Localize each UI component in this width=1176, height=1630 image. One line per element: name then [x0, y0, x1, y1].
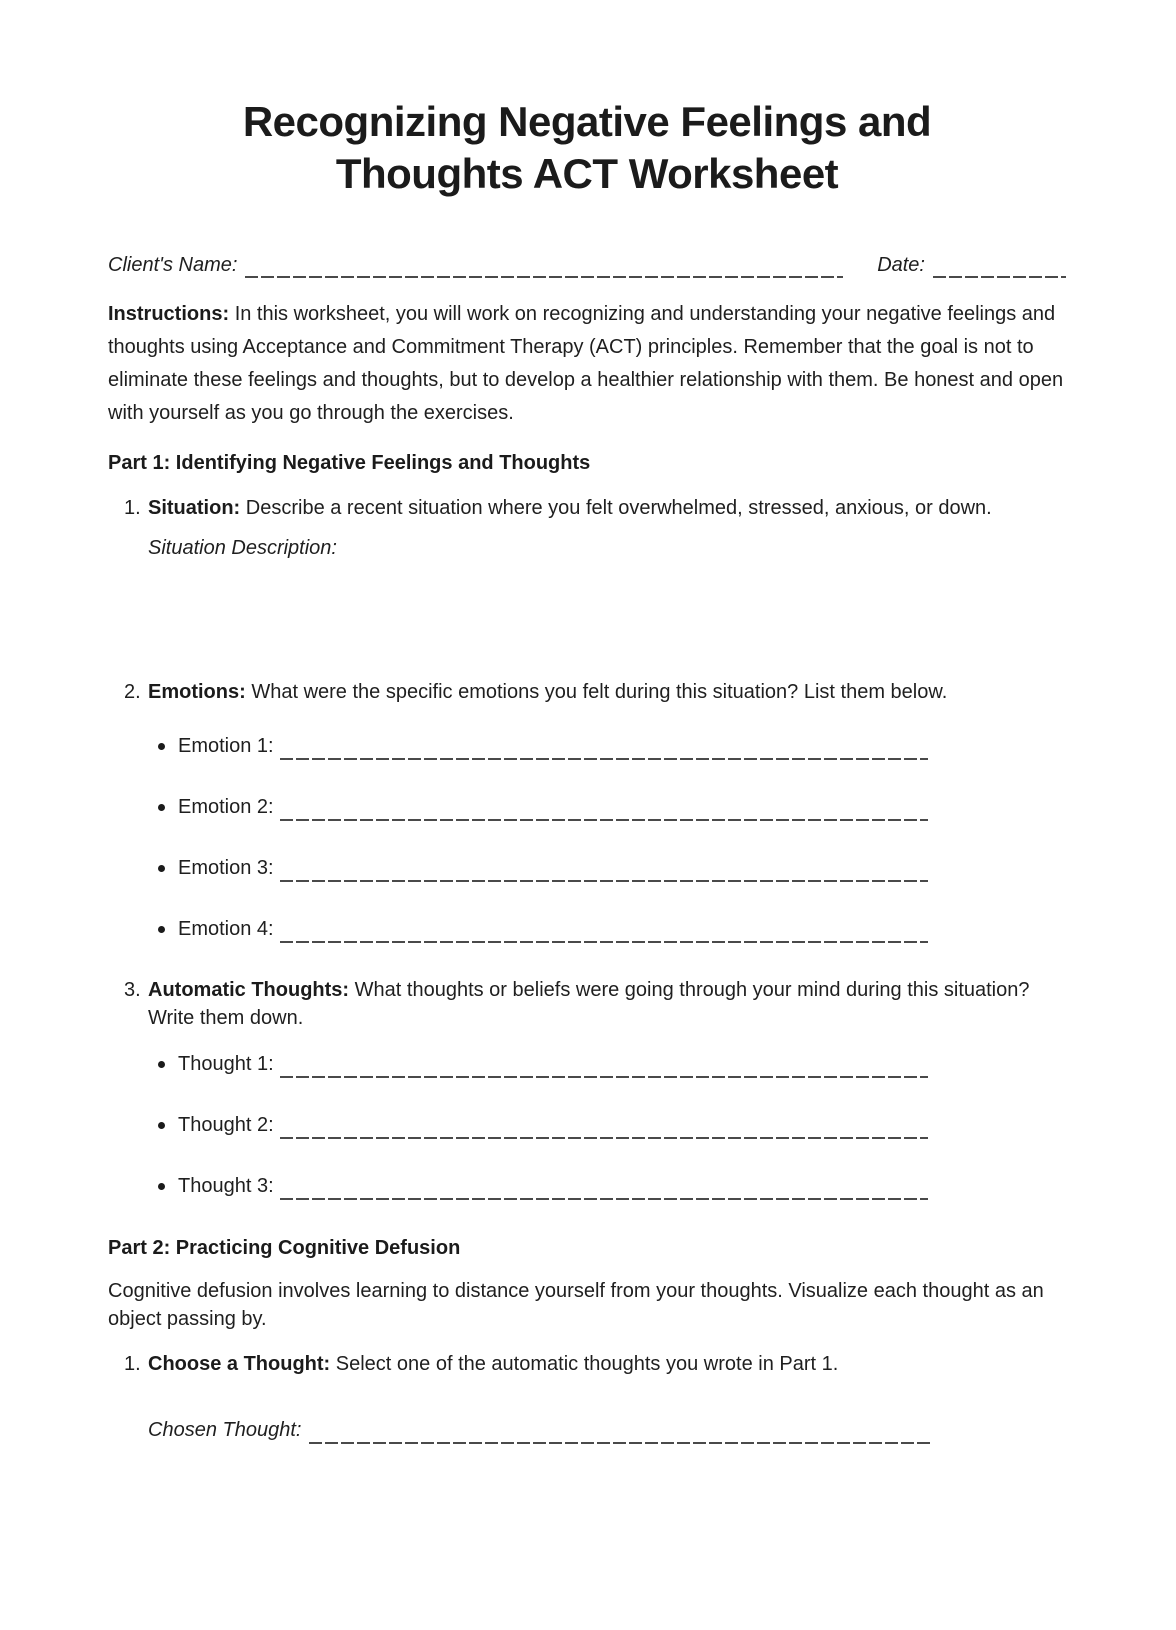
list-item-number: 1.	[124, 497, 141, 519]
emotion-2-blank-line	[280, 801, 928, 821]
part2-intro-paragraph: Cognitive defusion involves learning to distance yourself from your thoughts. Visualize each thought as an object passing by.	[108, 1280, 1044, 1330]
automatic-thoughts-prompt	[148, 976, 1066, 1032]
thought-1-label: Thought 1:	[178, 1053, 274, 1075]
list-item-choose-thought	[108, 1350, 1066, 1444]
thought-3-label: Thought 3:	[178, 1175, 274, 1197]
choose-thought-text: Select one of the automatic thoughts you wrote in Part 1.	[335, 1353, 839, 1375]
list-item-number: 3.	[124, 979, 141, 1001]
bullet-icon	[158, 743, 165, 750]
situation-label: Situation:	[148, 497, 241, 519]
emotion-3-row	[148, 854, 1066, 882]
choose-thought-label: Choose a Thought:	[148, 1353, 331, 1375]
bullet-icon	[158, 1183, 165, 1190]
emotion-3-label: Emotion 3:	[178, 857, 274, 879]
emotion-1-blank-line	[280, 740, 928, 760]
emotions-list	[148, 732, 1066, 943]
thought-3-blank-line	[280, 1180, 928, 1200]
list-item-automatic-thoughts	[108, 976, 1066, 1233]
chosen-thought-row	[148, 1416, 1066, 1444]
emotion-4-blank-line	[280, 923, 928, 943]
chosen-thought-blank-line	[309, 1424, 933, 1444]
automatic-thoughts-text: What thoughts or beliefs were going through your mind during this situation? Write them down.	[148, 979, 1030, 1029]
client-info-row	[108, 252, 1066, 278]
page-title	[108, 96, 1066, 200]
client-name-blank-line	[245, 258, 843, 278]
emotion-1-label: Emotion 1:	[178, 735, 274, 757]
bullet-icon	[158, 1061, 165, 1068]
list-item-number: 2.	[124, 681, 141, 703]
chosen-thought-label: Chosen Thought:	[148, 1419, 302, 1441]
bullet-icon	[158, 804, 165, 811]
emotion-4-row	[148, 915, 1066, 943]
emotions-prompt	[148, 678, 1066, 706]
bullet-icon	[158, 1122, 165, 1129]
thought-1-blank-line	[280, 1058, 928, 1078]
client-name-label: Client's Name:	[108, 254, 238, 276]
emotions-text: What were the specific emotions you felt during this situation? List them below.	[251, 681, 948, 703]
emotion-1-row	[148, 732, 1066, 760]
page-title-line-2: Thoughts ACT Worksheet	[335, 150, 839, 197]
emotions-label: Emotions:	[148, 681, 246, 703]
situation-writing-space	[148, 562, 1066, 662]
date-blank-line	[933, 258, 1066, 278]
emotion-4-label: Emotion 4:	[178, 918, 274, 940]
thought-2-blank-line	[280, 1119, 928, 1139]
thought-3-row	[148, 1172, 1066, 1200]
thought-2-label: Thought 2:	[178, 1114, 274, 1136]
situation-text: Describe a recent situation where you felt overwhelmed, stressed, anxious, or down.	[245, 497, 992, 519]
thought-1-row	[148, 1050, 1066, 1078]
thought-2-row	[148, 1111, 1066, 1139]
instructions-text: In this worksheet, you will work on recognizing and understanding your negative feelings and thoughts using Acceptance and Commitment Therapy (ACT) principles. Remember that the goal is not to eliminate these feelings and thoughts, but to develop a healthier relationship with them. Be honest and open with yourself as you go through the exercises.	[108, 303, 1064, 424]
list-item-emotions	[108, 678, 1066, 976]
instructions-label: Instructions:	[108, 303, 230, 325]
emotion-3-blank-line	[280, 862, 928, 882]
part1-heading: Part 1: Identifying Negative Feelings and Thoughts	[108, 452, 591, 474]
emotion-2-row	[148, 793, 1066, 821]
automatic-thoughts-label: Automatic Thoughts:	[148, 979, 350, 1001]
thoughts-list	[148, 1050, 1066, 1200]
bullet-icon	[158, 865, 165, 872]
situation-prompt	[148, 494, 1066, 522]
instructions-paragraph	[108, 298, 1066, 430]
part2-heading: Part 2: Practicing Cognitive Defusion	[108, 1237, 461, 1259]
choose-thought-prompt	[148, 1350, 1066, 1378]
date-label: Date:	[877, 254, 925, 276]
situation-description-label: Situation Description:	[148, 537, 337, 559]
emotion-2-label: Emotion 2:	[178, 796, 274, 818]
list-item-number: 1.	[124, 1353, 141, 1375]
page-title-line-1: Recognizing Negative Feelings and	[242, 98, 932, 145]
list-item-situation	[108, 494, 1066, 662]
bullet-icon	[158, 926, 165, 933]
